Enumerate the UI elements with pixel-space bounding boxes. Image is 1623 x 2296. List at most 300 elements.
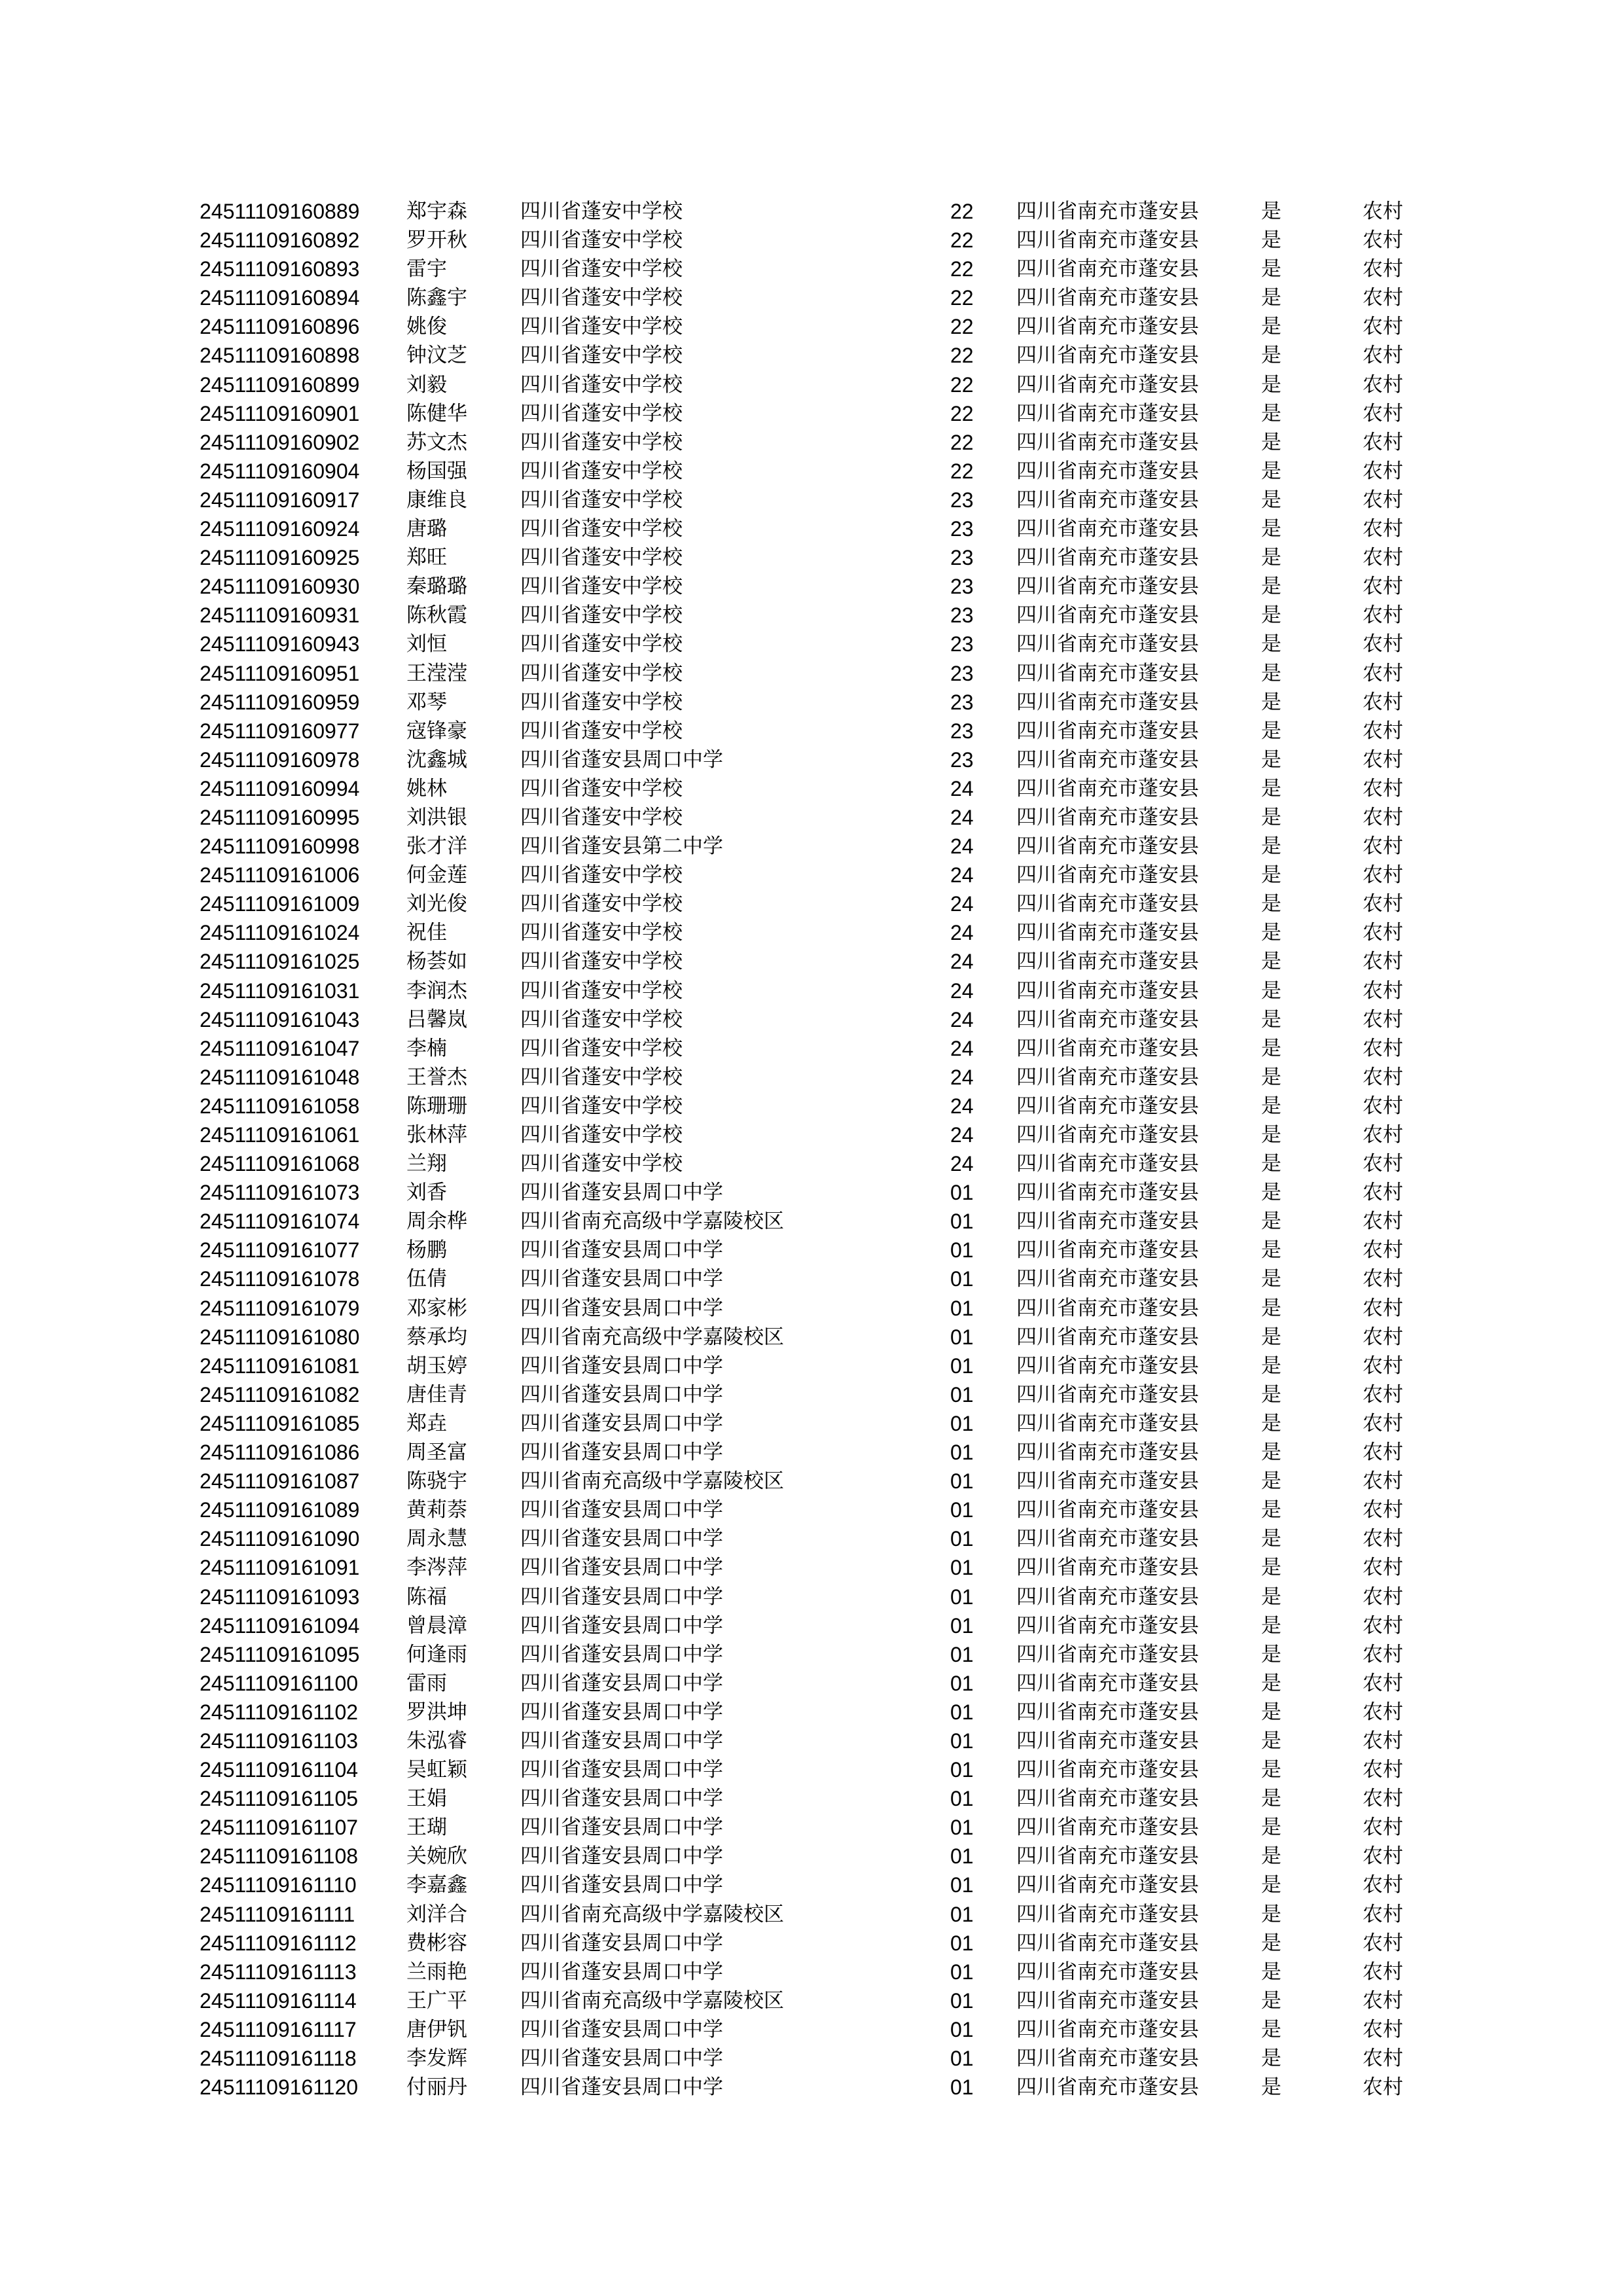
- exam-number-cell: 24511109160943: [200, 632, 360, 656]
- residence-type-cell: 农村: [1363, 1527, 1403, 1551]
- table-row: [0, 1207, 1623, 1236]
- student-name-cell: 罗洪坤: [406, 1700, 467, 1724]
- class-code-cell: 24: [950, 776, 974, 800]
- exam-number-cell: 24511109161113: [200, 1960, 357, 1984]
- region-cell: 四川省南充市蓬安县: [1016, 344, 1199, 368]
- table-row: [0, 1640, 1623, 1669]
- eligibility-flag-cell: 是: [1261, 1469, 1281, 1494]
- school-name-cell: 四川省蓬安县周口中学: [520, 1441, 723, 1465]
- school-name-cell: 四川省蓬安县周口中学: [520, 2047, 723, 2070]
- class-code-cell: 22: [950, 286, 974, 310]
- table-row: [0, 2015, 1623, 2044]
- exam-number-cell: 24511109161043: [200, 1007, 360, 1031]
- eligibility-flag-cell: 是: [1261, 1354, 1281, 1378]
- student-name-cell: 蔡承均: [406, 1325, 467, 1349]
- residence-type-cell: 农村: [1363, 488, 1403, 512]
- residence-type-cell: 农村: [1363, 1729, 1403, 1753]
- table-row: [0, 1669, 1623, 1698]
- class-code-cell: 24: [950, 1123, 974, 1147]
- class-code-cell: 01: [950, 1354, 974, 1378]
- class-code-cell: 01: [950, 1671, 974, 1695]
- class-code-cell: 01: [950, 1758, 974, 1782]
- school-name-cell: 四川省蓬安中学校: [520, 517, 683, 541]
- exam-number-cell: 24511109161009: [200, 892, 360, 916]
- eligibility-flag-cell: 是: [1261, 1758, 1281, 1782]
- class-code-cell: 01: [950, 1181, 974, 1205]
- school-name-cell: 四川省蓬安县周口中学: [520, 1527, 723, 1551]
- table-row: [0, 1986, 1623, 2015]
- eligibility-flag-cell: 是: [1261, 1931, 1281, 1955]
- class-code-cell: 23: [950, 747, 974, 772]
- class-code-cell: 24: [950, 805, 974, 829]
- residence-type-cell: 农村: [1363, 1238, 1403, 1263]
- exam-number-cell: 24511109161025: [200, 950, 360, 974]
- region-cell: 四川省南充市蓬安县: [1016, 1469, 1199, 1494]
- residence-type-cell: 农村: [1363, 1036, 1403, 1060]
- region-cell: 四川省南充市蓬安县: [1016, 1816, 1199, 1840]
- school-name-cell: 四川省蓬安中学校: [520, 805, 683, 829]
- student-name-cell: 胡玉婷: [406, 1354, 467, 1378]
- exam-number-cell: 24511109161087: [200, 1469, 360, 1494]
- eligibility-flag-cell: 是: [1261, 776, 1281, 800]
- residence-type-cell: 农村: [1363, 1700, 1403, 1724]
- region-cell: 四川省南充市蓬安县: [1016, 1873, 1199, 1897]
- region-cell: 四川省南充市蓬安县: [1016, 488, 1199, 512]
- region-cell: 四川省南充市蓬安县: [1016, 459, 1199, 483]
- residence-type-cell: 农村: [1363, 401, 1403, 425]
- residence-type-cell: 农村: [1363, 228, 1403, 253]
- region-cell: 四川省南充市蓬安县: [1016, 2047, 1199, 2070]
- table-row: [0, 947, 1623, 976]
- residence-type-cell: 农村: [1363, 1469, 1403, 1494]
- school-name-cell: 四川省蓬安县周口中学: [520, 1873, 723, 1897]
- table-row: [0, 1236, 1623, 1265]
- table-row: [0, 1149, 1623, 1178]
- exam-number-cell: 24511109161103: [200, 1729, 359, 1753]
- school-name-cell: 四川省蓬安县周口中学: [520, 1296, 723, 1320]
- student-name-cell: 周余桦: [406, 1210, 467, 1234]
- exam-number-cell: 24511109161114: [200, 1988, 357, 2013]
- student-name-cell: 唐璐: [406, 517, 447, 541]
- eligibility-flag-cell: 是: [1261, 1036, 1281, 1060]
- class-code-cell: 22: [950, 459, 974, 483]
- school-name-cell: 四川省蓬安县周口中学: [520, 1729, 723, 1753]
- region-cell: 四川省南充市蓬安县: [1016, 863, 1199, 888]
- class-code-cell: 24: [950, 1094, 974, 1118]
- class-code-cell: 01: [950, 1585, 974, 1609]
- school-name-cell: 四川省蓬安县第二中学: [520, 834, 723, 859]
- eligibility-flag-cell: 是: [1261, 892, 1281, 916]
- eligibility-flag-cell: 是: [1261, 863, 1281, 888]
- eligibility-flag-cell: 是: [1261, 1181, 1281, 1205]
- student-name-cell: 王誉杰: [406, 1065, 467, 1089]
- eligibility-flag-cell: 是: [1261, 1238, 1281, 1263]
- class-code-cell: 01: [950, 1556, 974, 1580]
- school-name-cell: 四川省蓬安县周口中学: [520, 1700, 723, 1724]
- school-name-cell: 四川省蓬安县周口中学: [520, 1816, 723, 1840]
- table-row: [0, 1005, 1623, 1034]
- student-name-cell: 张林萍: [406, 1123, 467, 1147]
- exam-number-cell: 24511109161100: [200, 1671, 359, 1695]
- region-cell: 四川省南充市蓬安县: [1016, 1296, 1199, 1320]
- eligibility-flag-cell: 是: [1261, 1441, 1281, 1465]
- table-row: [0, 457, 1623, 486]
- eligibility-flag-cell: 是: [1261, 1296, 1281, 1320]
- residence-type-cell: 农村: [1363, 1758, 1403, 1782]
- table-row: [0, 745, 1623, 774]
- student-name-cell: 曾晨漳: [406, 1613, 467, 1638]
- eligibility-flag-cell: 是: [1261, 430, 1281, 454]
- table-row: [0, 889, 1623, 918]
- residence-type-cell: 农村: [1363, 1931, 1403, 1955]
- exam-number-cell: 24511109161110: [200, 1873, 357, 1897]
- eligibility-flag-cell: 是: [1261, 1671, 1281, 1695]
- school-name-cell: 四川省南充高级中学嘉陵校区: [520, 1325, 784, 1349]
- class-code-cell: 01: [950, 1296, 974, 1320]
- residence-type-cell: 农村: [1363, 286, 1403, 310]
- school-name-cell: 四川省蓬安中学校: [520, 1152, 683, 1176]
- residence-type-cell: 农村: [1363, 1152, 1403, 1176]
- class-code-cell: 22: [950, 315, 974, 339]
- school-name-cell: 四川省蓬安中学校: [520, 344, 683, 368]
- exam-number-cell: 24511109161058: [200, 1094, 360, 1118]
- student-name-cell: 陈健华: [406, 401, 467, 425]
- eligibility-flag-cell: 是: [1261, 200, 1281, 223]
- school-name-cell: 四川省蓬安县周口中学: [520, 1411, 723, 1435]
- student-name-cell: 康维良: [406, 488, 467, 512]
- class-code-cell: 22: [950, 344, 974, 368]
- table-row: [0, 1380, 1623, 1409]
- table-row: [0, 2044, 1623, 2073]
- residence-type-cell: 农村: [1363, 1094, 1403, 1118]
- class-code-cell: 01: [950, 2047, 974, 2070]
- exam-number-cell: 24511109160894: [200, 286, 360, 310]
- residence-type-cell: 农村: [1363, 430, 1403, 454]
- student-name-cell: 雷雨: [406, 1671, 447, 1695]
- student-name-cell: 陈骁宇: [406, 1469, 467, 1494]
- class-code-cell: 24: [950, 863, 974, 888]
- school-name-cell: 四川省蓬安中学校: [520, 690, 683, 714]
- table-row: [0, 774, 1623, 803]
- exam-number-cell: 24511109160893: [200, 257, 360, 281]
- residence-type-cell: 农村: [1363, 834, 1403, 859]
- region-cell: 四川省南充市蓬安县: [1016, 430, 1199, 454]
- table-row: [0, 1698, 1623, 1727]
- student-name-cell: 罗开秋: [406, 228, 467, 253]
- residence-type-cell: 农村: [1363, 1556, 1403, 1580]
- class-code-cell: 01: [950, 1411, 974, 1435]
- region-cell: 四川省南充市蓬安县: [1016, 921, 1199, 945]
- region-cell: 四川省南充市蓬安县: [1016, 1498, 1199, 1522]
- residence-type-cell: 农村: [1363, 603, 1403, 628]
- exam-number-cell: 24511109161068: [200, 1152, 360, 1176]
- eligibility-flag-cell: 是: [1261, 1729, 1281, 1753]
- school-name-cell: 四川省蓬安中学校: [520, 950, 683, 974]
- table-row: [0, 572, 1623, 601]
- eligibility-flag-cell: 是: [1261, 2075, 1281, 2100]
- student-name-cell: 朱泓睿: [406, 1729, 467, 1753]
- eligibility-flag-cell: 是: [1261, 805, 1281, 829]
- residence-type-cell: 农村: [1363, 546, 1403, 570]
- exam-number-cell: 24511109160892: [200, 228, 360, 253]
- region-cell: 四川省南充市蓬安县: [1016, 1065, 1199, 1089]
- school-name-cell: 四川省南充高级中学嘉陵校区: [520, 1469, 784, 1494]
- table-row: [0, 1929, 1623, 1958]
- eligibility-flag-cell: 是: [1261, 603, 1281, 628]
- exam-number-cell: 24511109160995: [200, 805, 360, 829]
- residence-type-cell: 农村: [1363, 1498, 1403, 1522]
- student-name-cell: 兰雨艳: [406, 1960, 467, 1984]
- eligibility-flag-cell: 是: [1261, 459, 1281, 483]
- region-cell: 四川省南充市蓬安县: [1016, 1441, 1199, 1465]
- exam-number-cell: 24511109160896: [200, 315, 360, 339]
- class-code-cell: 01: [950, 2075, 974, 2100]
- class-code-cell: 01: [950, 2017, 974, 2041]
- region-cell: 四川省南充市蓬安县: [1016, 1094, 1199, 1118]
- class-code-cell: 01: [950, 1816, 974, 1840]
- school-name-cell: 四川省蓬安中学校: [520, 430, 683, 454]
- school-name-cell: 四川省蓬安中学校: [520, 719, 683, 743]
- school-name-cell: 四川省蓬安中学校: [520, 257, 683, 281]
- exam-number-cell: 24511109160902: [200, 430, 360, 454]
- residence-type-cell: 农村: [1363, 1902, 1403, 1926]
- table-row: [0, 1611, 1623, 1640]
- exam-number-cell: 24511109161120: [200, 2075, 359, 2100]
- school-name-cell: 四川省蓬安县周口中学: [520, 1758, 723, 1782]
- student-name-cell: 唐佳青: [406, 1382, 467, 1407]
- eligibility-flag-cell: 是: [1261, 286, 1281, 310]
- eligibility-flag-cell: 是: [1261, 488, 1281, 512]
- student-name-cell: 关婉欣: [406, 1844, 467, 1869]
- exam-number-cell: 24511109161105: [200, 1787, 359, 1811]
- class-code-cell: 01: [950, 1441, 974, 1465]
- class-code-cell: 01: [950, 1931, 974, 1955]
- region-cell: 四川省南充市蓬安县: [1016, 1758, 1199, 1782]
- region-cell: 四川省南充市蓬安县: [1016, 546, 1199, 570]
- class-code-cell: 01: [950, 1873, 974, 1897]
- residence-type-cell: 农村: [1363, 661, 1403, 685]
- residence-type-cell: 农村: [1363, 1411, 1403, 1435]
- exam-number-cell: 24511109161079: [200, 1296, 360, 1320]
- class-code-cell: 24: [950, 1152, 974, 1176]
- eligibility-flag-cell: 是: [1261, 1844, 1281, 1869]
- exam-number-cell: 24511109160925: [200, 546, 360, 570]
- eligibility-flag-cell: 是: [1261, 228, 1281, 253]
- student-name-cell: 郑垚: [406, 1411, 447, 1435]
- region-cell: 四川省南充市蓬安县: [1016, 1411, 1199, 1435]
- table-row: [0, 1178, 1623, 1207]
- region-cell: 四川省南充市蓬安县: [1016, 1787, 1199, 1811]
- class-code-cell: 01: [950, 1382, 974, 1407]
- exam-number-cell: 24511109160904: [200, 459, 360, 483]
- school-name-cell: 四川省蓬安中学校: [520, 401, 683, 425]
- class-code-cell: 23: [950, 661, 974, 685]
- school-name-cell: 四川省蓬安县周口中学: [520, 747, 723, 772]
- class-code-cell: 01: [950, 1325, 974, 1349]
- table-row: [0, 1813, 1623, 1842]
- student-name-cell: 祝佳: [406, 921, 447, 945]
- table-row: [0, 1034, 1623, 1063]
- school-name-cell: 四川省蓬安中学校: [520, 1065, 683, 1089]
- class-code-cell: 01: [950, 1613, 974, 1638]
- eligibility-flag-cell: 是: [1261, 690, 1281, 714]
- eligibility-flag-cell: 是: [1261, 1382, 1281, 1407]
- student-name-cell: 伍倩: [406, 1267, 447, 1291]
- table-row: [0, 630, 1623, 658]
- student-name-cell: 雷宇: [406, 257, 447, 281]
- class-code-cell: 22: [950, 372, 974, 397]
- exam-number-cell: 24511109161082: [200, 1382, 360, 1407]
- school-name-cell: 四川省蓬安中学校: [520, 575, 683, 599]
- residence-type-cell: 农村: [1363, 344, 1403, 368]
- class-code-cell: 23: [950, 546, 974, 570]
- exam-number-cell: 24511109161077: [200, 1238, 360, 1263]
- exam-number-cell: 24511109161006: [200, 863, 360, 888]
- student-name-cell: 唐伊钒: [406, 2017, 467, 2041]
- residence-type-cell: 农村: [1363, 1671, 1403, 1695]
- class-code-cell: 23: [950, 488, 974, 512]
- residence-type-cell: 农村: [1363, 921, 1403, 945]
- school-name-cell: 四川省南充高级中学嘉陵校区: [520, 1988, 784, 2013]
- school-name-cell: 四川省蓬安中学校: [520, 661, 683, 685]
- school-name-cell: 四川省蓬安县周口中学: [520, 1267, 723, 1291]
- exam-number-cell: 24511109161074: [200, 1210, 360, 1234]
- residence-type-cell: 农村: [1363, 1382, 1403, 1407]
- exam-number-cell: 24511109161090: [200, 1527, 360, 1551]
- class-code-cell: 24: [950, 978, 974, 1003]
- school-name-cell: 四川省蓬安县周口中学: [520, 1642, 723, 1666]
- residence-type-cell: 农村: [1363, 978, 1403, 1003]
- school-name-cell: 四川省蓬安中学校: [520, 228, 683, 253]
- residence-type-cell: 农村: [1363, 1181, 1403, 1205]
- exam-number-cell: 24511109161085: [200, 1411, 360, 1435]
- residence-type-cell: 农村: [1363, 1816, 1403, 1840]
- school-name-cell: 四川省蓬安中学校: [520, 200, 683, 223]
- exam-number-cell: 24511109161024: [200, 921, 360, 945]
- table-row: [0, 1958, 1623, 1986]
- class-code-cell: 01: [950, 1902, 974, 1926]
- exam-number-cell: 24511109161108: [200, 1844, 359, 1869]
- region-cell: 四川省南充市蓬安县: [1016, 315, 1199, 339]
- residence-type-cell: 农村: [1363, 776, 1403, 800]
- exam-number-cell: 24511109160930: [200, 575, 360, 599]
- region-cell: 四川省南充市蓬安县: [1016, 661, 1199, 685]
- region-cell: 四川省南充市蓬安县: [1016, 2075, 1199, 2100]
- student-name-cell: 陈福: [406, 1585, 447, 1609]
- class-code-cell: 23: [950, 690, 974, 714]
- region-cell: 四川省南充市蓬安县: [1016, 1960, 1199, 1984]
- eligibility-flag-cell: 是: [1261, 1498, 1281, 1522]
- exam-number-cell: 24511109160924: [200, 517, 360, 541]
- school-name-cell: 四川省蓬安县周口中学: [520, 1671, 723, 1695]
- student-name-cell: 刘恒: [406, 632, 447, 656]
- student-name-cell: 陈鑫宇: [406, 286, 467, 310]
- eligibility-flag-cell: 是: [1261, 2017, 1281, 2041]
- student-name-cell: 李涔萍: [406, 1556, 467, 1580]
- residence-type-cell: 农村: [1363, 2047, 1403, 2070]
- table-row: [0, 1496, 1623, 1524]
- class-code-cell: 23: [950, 575, 974, 599]
- table-row: [0, 1352, 1623, 1380]
- eligibility-flag-cell: 是: [1261, 1642, 1281, 1666]
- eligibility-flag-cell: 是: [1261, 546, 1281, 570]
- table-row: [0, 1409, 1623, 1438]
- eligibility-flag-cell: 是: [1261, 344, 1281, 368]
- school-name-cell: 四川省蓬安中学校: [520, 603, 683, 628]
- exam-number-cell: 24511109161073: [200, 1181, 360, 1205]
- region-cell: 四川省南充市蓬安县: [1016, 517, 1199, 541]
- student-name-cell: 苏文杰: [406, 430, 467, 454]
- student-name-cell: 刘毅: [406, 372, 447, 397]
- residence-type-cell: 农村: [1363, 257, 1403, 281]
- class-code-cell: 01: [950, 1642, 974, 1666]
- eligibility-flag-cell: 是: [1261, 1267, 1281, 1291]
- residence-type-cell: 农村: [1363, 1296, 1403, 1320]
- region-cell: 四川省南充市蓬安县: [1016, 1210, 1199, 1234]
- table-row: [0, 514, 1623, 543]
- school-name-cell: 四川省蓬安县周口中学: [520, 1382, 723, 1407]
- school-name-cell: 四川省蓬安中学校: [520, 488, 683, 512]
- eligibility-flag-cell: 是: [1261, 661, 1281, 685]
- eligibility-flag-cell: 是: [1261, 1007, 1281, 1031]
- class-code-cell: 23: [950, 603, 974, 628]
- class-code-cell: 01: [950, 1960, 974, 1984]
- school-name-cell: 四川省蓬安县周口中学: [520, 1844, 723, 1869]
- school-name-cell: 四川省蓬安县周口中学: [520, 1585, 723, 1609]
- residence-type-cell: 农村: [1363, 2075, 1403, 2100]
- region-cell: 四川省南充市蓬安县: [1016, 603, 1199, 628]
- student-name-cell: 刘光俊: [406, 892, 467, 916]
- region-cell: 四川省南充市蓬安县: [1016, 1238, 1199, 1263]
- student-name-cell: 姚林: [406, 776, 447, 800]
- exam-number-cell: 24511109161095: [200, 1642, 360, 1666]
- region-cell: 四川省南充市蓬安县: [1016, 1700, 1199, 1724]
- class-code-cell: 24: [950, 834, 974, 859]
- table-row: [0, 1121, 1623, 1149]
- student-name-cell: 杨鹏: [406, 1238, 447, 1263]
- region-cell: 四川省南充市蓬安县: [1016, 805, 1199, 829]
- residence-type-cell: 农村: [1363, 372, 1403, 397]
- residence-type-cell: 农村: [1363, 690, 1403, 714]
- eligibility-flag-cell: 是: [1261, 1585, 1281, 1609]
- region-cell: 四川省南充市蓬安县: [1016, 1152, 1199, 1176]
- class-code-cell: 01: [950, 1787, 974, 1811]
- table-row: [0, 312, 1623, 341]
- table-row: [0, 1583, 1623, 1611]
- class-code-cell: 23: [950, 517, 974, 541]
- eligibility-flag-cell: 是: [1261, 1325, 1281, 1349]
- school-name-cell: 四川省蓬安县周口中学: [520, 1238, 723, 1263]
- region-cell: 四川省南充市蓬安县: [1016, 1931, 1199, 1955]
- school-name-cell: 四川省蓬安中学校: [520, 372, 683, 397]
- student-name-cell: 王滢滢: [406, 661, 467, 685]
- table-row: [0, 543, 1623, 572]
- eligibility-flag-cell: 是: [1261, 1988, 1281, 2013]
- class-code-cell: 22: [950, 430, 974, 454]
- class-code-cell: 24: [950, 892, 974, 916]
- class-code-cell: 22: [950, 401, 974, 425]
- class-code-cell: 01: [950, 1469, 974, 1494]
- residence-type-cell: 农村: [1363, 517, 1403, 541]
- school-name-cell: 四川省蓬安县周口中学: [520, 1354, 723, 1378]
- school-name-cell: 四川省蓬安中学校: [520, 315, 683, 339]
- exam-number-cell: 24511109161048: [200, 1065, 360, 1089]
- exam-number-cell: 24511109160951: [200, 661, 360, 685]
- table-row: [0, 977, 1623, 1005]
- class-code-cell: 01: [950, 1700, 974, 1724]
- region-cell: 四川省南充市蓬安县: [1016, 1988, 1199, 2013]
- region-cell: 四川省南充市蓬安县: [1016, 1382, 1199, 1407]
